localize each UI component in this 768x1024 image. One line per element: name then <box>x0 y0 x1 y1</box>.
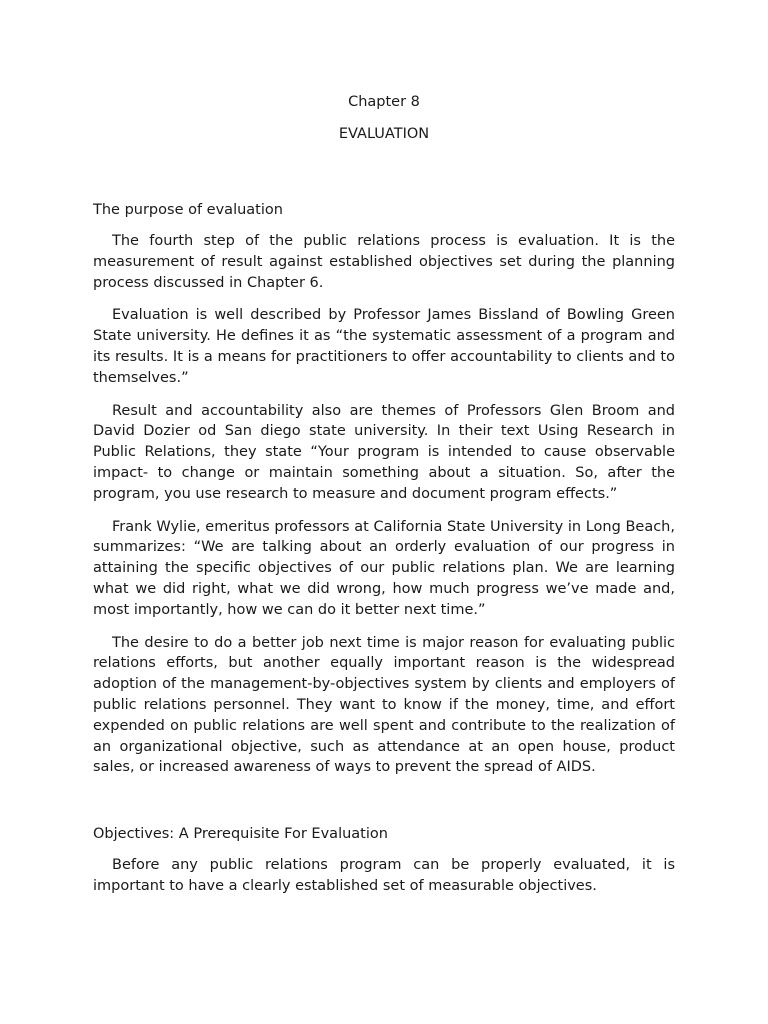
paragraph: The fourth step of the public relations process is evaluation. It is the measurement of result against established objectives set during the planning process discussed in Chapter 6. <box>93 233 675 291</box>
paragraph: Before any public relations program can be properly evaluated, it is important to have a clearly established set of measurable objectives. <box>93 857 675 894</box>
section-heading-purpose: The purpose of evaluation <box>93 202 283 218</box>
chapter-label: Chapter 8 <box>348 94 420 110</box>
paragraph: Result and accountability also are themes of Professors Glen Broom and David Dozier od San diego state university. In their text Using Research in Public Relations, they state “Your program is intended to cause observable impact- to change or maintain something about a situation. So, after the program, you use research to measure and document program effects.” <box>93 402 675 502</box>
paragraph: The desire to do a better job next time is major reason for evaluating public relations efforts, but another equally important reason is the widespread adoption of the management-by-objectives system by clients and employers of public relations personnel. They want to know if the money, time, and effort expended on public relations are well spent and contribute to the realization of an organizational objective, such as attendance at an open house, product sales, or increased awareness of ways to prevent the spread of AIDS. <box>93 634 675 776</box>
section-heading-objectives: Objectives: A Prerequisite For Evaluation <box>93 826 388 843</box>
paragraph: Frank Wylie, emeritus professors at California State University in Long Beach, summarizes: “We are talking about an orderly evaluation of our progress in attaining the specific objectives of our public relations plan. We are learning what we did right, what we did wrong, how much progress we’ve made and, most importantly, how we can do it better next time.” <box>93 518 675 618</box>
document-page <box>93 88 675 897</box>
paragraph: Evaluation is well described by Professor James Bissland of Bowling Green State university. He defines it as “the systematic assessment of a program and its results. It is a means for practitioners to offer accountability to clients and to themselves.” <box>93 307 675 386</box>
chapter-title: EVALUATION <box>338 126 430 142</box>
